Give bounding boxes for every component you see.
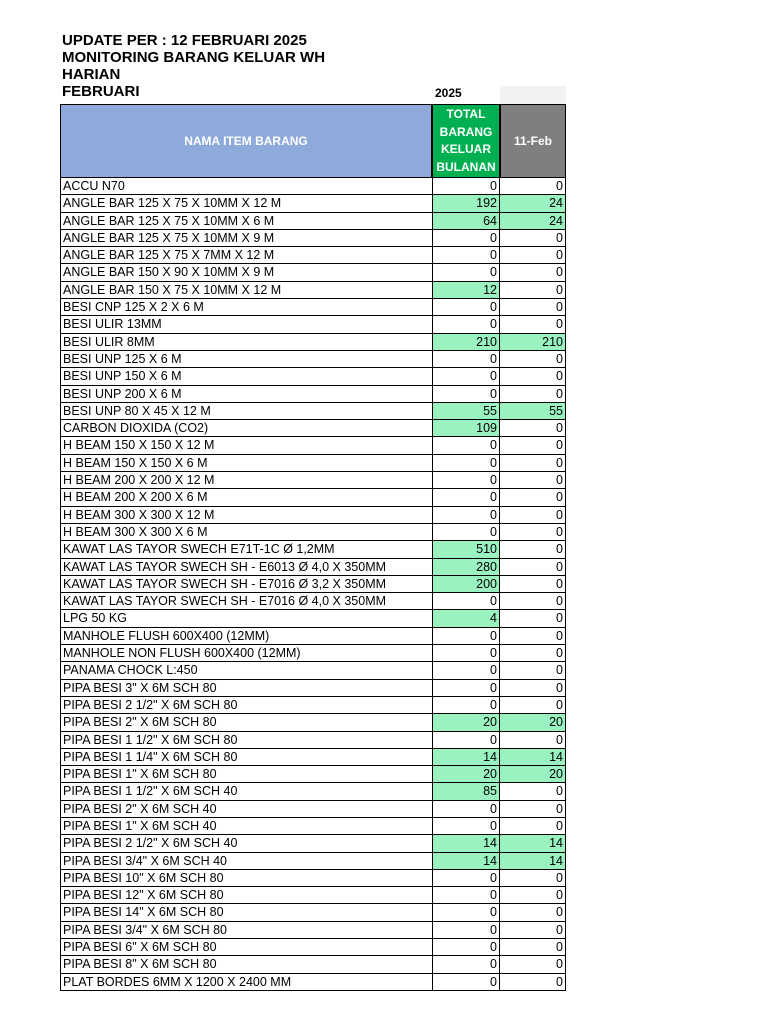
item-name-cell[interactable]: MANHOLE NON FLUSH 600X400 (12MM) xyxy=(60,645,432,661)
year-label: 2025 xyxy=(435,86,462,100)
monthly-total-cell[interactable]: 20 xyxy=(432,714,500,730)
column-header-item-name[interactable] xyxy=(60,104,432,178)
table-row[interactable] xyxy=(60,264,566,281)
table-row[interactable] xyxy=(60,732,566,749)
monthly-total-cell[interactable]: 0 xyxy=(432,801,500,817)
item-name-cell[interactable]: H BEAM 200 X 200 X 12 M xyxy=(60,472,432,488)
monthly-total-cell[interactable]: 0 xyxy=(432,489,500,505)
monthly-total-cell[interactable]: 0 xyxy=(432,472,500,488)
monthly-total-cell[interactable]: 0 xyxy=(432,662,500,678)
daily-value-cell[interactable]: 0 xyxy=(500,922,566,938)
table-row[interactable] xyxy=(60,766,566,783)
daily-value-cell[interactable]: 0 xyxy=(500,576,566,592)
daily-value-cell[interactable]: 0 xyxy=(500,386,566,402)
table-row[interactable] xyxy=(60,455,566,472)
daily-value-cell[interactable]: 0 xyxy=(500,645,566,661)
item-name-cell[interactable]: PANAMA CHOCK L:450 xyxy=(60,662,432,678)
table-row[interactable] xyxy=(60,853,566,870)
daily-value-cell[interactable]: 0 xyxy=(500,282,566,298)
table-row[interactable] xyxy=(60,386,566,403)
table-row[interactable] xyxy=(60,507,566,524)
item-name-cell[interactable]: PIPA BESI 1" X 6M SCH 40 xyxy=(60,818,432,834)
daily-value-cell[interactable]: 0 xyxy=(500,541,566,557)
item-name-cell[interactable]: ANGLE BAR 150 X 90 X 10MM X 9 M xyxy=(60,264,432,280)
daily-value-cell[interactable]: 0 xyxy=(500,662,566,678)
table-row[interactable] xyxy=(60,437,566,454)
daily-value-cell[interactable]: 20 xyxy=(500,766,566,782)
item-name-cell[interactable]: H BEAM 200 X 200 X 6 M xyxy=(60,489,432,505)
header-line: BULANAN xyxy=(436,159,496,174)
monthly-total-cell[interactable]: 55 xyxy=(432,403,500,419)
table-row[interactable] xyxy=(60,956,566,973)
item-name-cell[interactable]: PIPA BESI 1 1/2" X 6M SCH 80 xyxy=(60,732,432,748)
daily-value-cell[interactable]: 14 xyxy=(500,749,566,765)
daily-value-cell[interactable]: 0 xyxy=(500,559,566,575)
monthly-total-cell[interactable]: 510 xyxy=(432,541,500,557)
monthly-total-cell[interactable]: 0 xyxy=(432,974,500,990)
table-row[interactable] xyxy=(60,247,566,264)
item-name-cell[interactable]: BESI UNP 150 X 6 M xyxy=(60,368,432,384)
table-row[interactable] xyxy=(60,420,566,437)
item-name-cell[interactable]: ACCU N70 xyxy=(60,178,432,194)
monthly-total-cell[interactable]: 4 xyxy=(432,610,500,626)
table-row[interactable] xyxy=(60,697,566,714)
monthly-total-cell[interactable]: 0 xyxy=(432,386,500,402)
monthly-total-cell[interactable]: 0 xyxy=(432,264,500,280)
monthly-total-cell[interactable]: 0 xyxy=(432,870,500,886)
item-name-cell[interactable]: KAWAT LAS TAYOR SWECH SH - E7016 Ø 3,2 X 350MM xyxy=(60,576,432,592)
item-name-cell[interactable]: PIPA BESI 1 1/2" X 6M SCH 40 xyxy=(60,783,432,799)
monthly-total-cell[interactable]: 0 xyxy=(432,922,500,938)
item-name-cell[interactable]: CARBON DIOXIDA (CO2) xyxy=(60,420,432,436)
table-row[interactable] xyxy=(60,524,566,541)
daily-value-cell[interactable]: 0 xyxy=(500,956,566,972)
monthly-total-cell[interactable]: 0 xyxy=(432,368,500,384)
table-row[interactable] xyxy=(60,541,566,558)
item-name-cell[interactable]: PLAT BORDES 6MM X 1200 X 2400 MM xyxy=(60,974,432,990)
table-row[interactable] xyxy=(60,714,566,731)
daily-value-cell[interactable]: 0 xyxy=(500,818,566,834)
item-name-cell[interactable]: PIPA BESI 1 1/4" X 6M SCH 80 xyxy=(60,749,432,765)
monthly-total-cell[interactable]: 0 xyxy=(432,645,500,661)
monthly-total-cell[interactable]: 210 xyxy=(432,334,500,350)
monthly-total-cell[interactable]: 64 xyxy=(432,213,500,229)
daily-value-cell[interactable]: 0 xyxy=(500,420,566,436)
item-name-cell[interactable]: PIPA BESI 14" X 6M SCH 80 xyxy=(60,904,432,920)
monthly-total-cell[interactable]: 0 xyxy=(432,247,500,263)
monthly-total-cell[interactable]: 0 xyxy=(432,351,500,367)
update-date-title: UPDATE PER : 12 FEBRUARI 2025 xyxy=(62,32,307,49)
monthly-total-cell[interactable]: 20 xyxy=(432,766,500,782)
item-name-cell[interactable]: ANGLE BAR 125 X 75 X 10MM X 6 M xyxy=(60,213,432,229)
item-name-cell[interactable]: PIPA BESI 2 1/2" X 6M SCH 40 xyxy=(60,835,432,851)
table-row[interactable] xyxy=(60,299,566,316)
table-row[interactable] xyxy=(60,870,566,887)
table-row[interactable] xyxy=(60,974,566,991)
monthly-total-cell[interactable]: 0 xyxy=(432,507,500,523)
table-row[interactable] xyxy=(60,939,566,956)
monthly-total-cell[interactable]: 14 xyxy=(432,749,500,765)
monthly-total-cell[interactable]: 0 xyxy=(432,680,500,696)
table-row[interactable] xyxy=(60,593,566,610)
header-line: TOTAL xyxy=(446,107,486,121)
item-name-cell[interactable]: ANGLE BAR 125 X 75 X 10MM X 12 M xyxy=(60,195,432,211)
monthly-total-cell[interactable]: 200 xyxy=(432,576,500,592)
table-row[interactable] xyxy=(60,351,566,368)
daily-value-cell[interactable]: 0 xyxy=(500,247,566,263)
column-header-item-name-label: NAMA ITEM BARANG xyxy=(184,134,308,148)
monthly-total-cell[interactable]: 0 xyxy=(432,732,500,748)
daily-value-cell[interactable]: 0 xyxy=(500,316,566,332)
monthly-total-cell[interactable]: 0 xyxy=(432,904,500,920)
daily-value-cell[interactable]: 0 xyxy=(500,939,566,955)
table-body xyxy=(60,178,566,991)
monthly-total-cell[interactable]: 85 xyxy=(432,783,500,799)
daily-value-cell[interactable]: 0 xyxy=(500,801,566,817)
item-name-cell[interactable]: KAWAT LAS TAYOR SWECH E71T-1C Ø 1,2MM xyxy=(60,541,432,557)
item-name-cell[interactable]: PIPA BESI 2 1/2" X 6M SCH 80 xyxy=(60,697,432,713)
monthly-total-cell[interactable]: 0 xyxy=(432,956,500,972)
monthly-total-cell[interactable]: 0 xyxy=(432,316,500,332)
daily-value-cell[interactable]: 210 xyxy=(500,334,566,350)
daily-value-cell[interactable]: 55 xyxy=(500,403,566,419)
column-header-monthly-total-label xyxy=(436,106,495,176)
monthly-total-cell[interactable]: 109 xyxy=(432,420,500,436)
daily-value-cell[interactable]: 0 xyxy=(500,732,566,748)
daily-value-cell[interactable]: 0 xyxy=(500,974,566,990)
daily-value-cell[interactable]: 0 xyxy=(500,524,566,540)
item-name-cell[interactable]: BESI UNP 200 X 6 M xyxy=(60,386,432,402)
table-row[interactable] xyxy=(60,178,566,195)
item-name-cell[interactable]: H BEAM 150 X 150 X 12 M xyxy=(60,437,432,453)
daily-value-cell[interactable]: 0 xyxy=(500,610,566,626)
daily-value-cell[interactable]: 14 xyxy=(500,835,566,851)
table-row[interactable] xyxy=(60,230,566,247)
daily-value-cell[interactable]: 0 xyxy=(500,264,566,280)
table-row[interactable] xyxy=(60,316,566,333)
table-row[interactable] xyxy=(60,645,566,662)
item-name-cell[interactable]: KAWAT LAS TAYOR SWECH SH - E7016 Ø 4,0 X 350MM xyxy=(60,593,432,609)
item-name-cell[interactable]: PIPA BESI 1" X 6M SCH 80 xyxy=(60,766,432,782)
monthly-total-cell[interactable]: 0 xyxy=(432,437,500,453)
daily-value-cell[interactable]: 0 xyxy=(500,437,566,453)
daily-value-cell[interactable]: 0 xyxy=(500,368,566,384)
table-row[interactable] xyxy=(60,662,566,679)
report-frequency: HARIAN xyxy=(62,66,121,83)
monthly-total-cell[interactable]: 14 xyxy=(432,853,500,869)
table-row[interactable] xyxy=(60,680,566,697)
daily-value-cell[interactable]: 0 xyxy=(500,593,566,609)
report-month: FEBRUARI xyxy=(62,83,140,100)
item-name-cell[interactable]: PIPA BESI 6" X 6M SCH 80 xyxy=(60,939,432,955)
daily-value-cell[interactable]: 0 xyxy=(500,783,566,799)
item-name-cell[interactable]: LPG 50 KG xyxy=(60,610,432,626)
table-row[interactable] xyxy=(60,887,566,904)
daily-value-cell[interactable]: 0 xyxy=(500,628,566,644)
item-name-cell[interactable]: ANGLE BAR 125 X 75 X 7MM X 12 M xyxy=(60,247,432,263)
table-row[interactable] xyxy=(60,576,566,593)
table-row[interactable] xyxy=(60,835,566,852)
daily-value-cell[interactable]: 24 xyxy=(500,195,566,211)
item-name-cell[interactable]: PIPA BESI 8" X 6M SCH 80 xyxy=(60,956,432,972)
table-row[interactable] xyxy=(60,801,566,818)
monthly-total-cell[interactable]: 0 xyxy=(432,887,500,903)
table-row[interactable] xyxy=(60,749,566,766)
table-row[interactable] xyxy=(60,334,566,351)
table-row[interactable] xyxy=(60,783,566,800)
table-row[interactable] xyxy=(60,610,566,627)
table-row[interactable] xyxy=(60,195,566,212)
monthly-total-cell[interactable]: 0 xyxy=(432,628,500,644)
monthly-total-cell[interactable]: 0 xyxy=(432,697,500,713)
header-line: BARANG xyxy=(439,124,493,139)
item-name-cell[interactable]: ANGLE BAR 125 X 75 X 10MM X 9 M xyxy=(60,230,432,246)
item-name-cell[interactable]: BESI UNP 125 X 6 M xyxy=(60,351,432,367)
daily-value-cell[interactable]: 0 xyxy=(500,455,566,471)
table-row[interactable] xyxy=(60,368,566,385)
item-name-cell[interactable]: PIPA BESI 12" X 6M SCH 80 xyxy=(60,887,432,903)
item-name-cell[interactable]: PIPA BESI 3/4" X 6M SCH 40 xyxy=(60,853,432,869)
daily-value-cell[interactable]: 24 xyxy=(500,213,566,229)
monthly-total-cell[interactable]: 192 xyxy=(432,195,500,211)
monthly-total-cell[interactable]: 14 xyxy=(432,835,500,851)
item-name-cell[interactable]: PIPA BESI 3" X 6M SCH 80 xyxy=(60,680,432,696)
monthly-total-cell[interactable]: 0 xyxy=(432,818,500,834)
daily-value-cell[interactable]: 0 xyxy=(500,351,566,367)
monthly-total-cell[interactable]: 12 xyxy=(432,282,500,298)
table-row[interactable] xyxy=(60,403,566,420)
table-row[interactable] xyxy=(60,628,566,645)
monthly-total-cell[interactable]: 0 xyxy=(432,939,500,955)
item-name-cell[interactable]: KAWAT LAS TAYOR SWECH SH - E6013 Ø 4,0 X 350MM xyxy=(60,559,432,575)
empty-shaded-cell xyxy=(500,86,566,104)
daily-value-cell[interactable]: 0 xyxy=(500,489,566,505)
daily-value-cell[interactable]: 0 xyxy=(500,697,566,713)
table-row[interactable] xyxy=(60,818,566,835)
item-name-cell[interactable]: ANGLE BAR 150 X 75 X 10MM X 12 M xyxy=(60,282,432,298)
daily-value-cell[interactable]: 0 xyxy=(500,472,566,488)
daily-value-cell[interactable]: 0 xyxy=(500,507,566,523)
daily-value-cell[interactable]: 0 xyxy=(500,178,566,194)
item-name-cell[interactable]: PIPA BESI 3/4" X 6M SCH 80 xyxy=(60,922,432,938)
column-header-monthly-total[interactable] xyxy=(432,104,500,178)
table-row[interactable] xyxy=(60,922,566,939)
table-row[interactable] xyxy=(60,904,566,921)
item-name-cell[interactable]: H BEAM 300 X 300 X 6 M xyxy=(60,524,432,540)
item-name-cell[interactable]: BESI CNP 125 X 2 X 6 M xyxy=(60,299,432,315)
monthly-total-cell[interactable]: 0 xyxy=(432,178,500,194)
column-header-date-label: 11-Feb xyxy=(513,134,552,148)
daily-value-cell[interactable]: 0 xyxy=(500,680,566,696)
report-title-block xyxy=(62,32,442,100)
daily-value-cell[interactable]: 0 xyxy=(500,887,566,903)
item-name-cell[interactable]: PIPA BESI 2" X 6M SCH 80 xyxy=(60,714,432,730)
daily-value-cell[interactable]: 0 xyxy=(500,299,566,315)
monthly-total-cell[interactable]: 0 xyxy=(432,455,500,471)
table-row[interactable] xyxy=(60,489,566,506)
item-name-cell[interactable]: MANHOLE FLUSH 600X400 (12MM) xyxy=(60,628,432,644)
item-name-cell[interactable]: BESI ULIR 13MM xyxy=(60,316,432,332)
column-header-date[interactable] xyxy=(500,104,566,178)
item-name-cell[interactable]: PIPA BESI 10" X 6M SCH 80 xyxy=(60,870,432,886)
item-name-cell[interactable]: BESI ULIR 8MM xyxy=(60,334,432,350)
monthly-total-cell[interactable]: 0 xyxy=(432,524,500,540)
item-name-cell[interactable]: H BEAM 150 X 150 X 6 M xyxy=(60,455,432,471)
item-name-cell[interactable]: H BEAM 300 X 300 X 12 M xyxy=(60,507,432,523)
header-line: KELUAR xyxy=(440,142,491,156)
table-row[interactable] xyxy=(60,472,566,489)
report-title: MONITORING BARANG KELUAR WH xyxy=(62,49,326,66)
daily-value-cell[interactable]: 0 xyxy=(500,904,566,920)
monthly-total-cell[interactable]: 0 xyxy=(432,299,500,315)
monthly-total-cell[interactable]: 0 xyxy=(432,230,500,246)
table-row[interactable] xyxy=(60,213,566,230)
daily-value-cell[interactable]: 0 xyxy=(500,230,566,246)
item-name-cell[interactable]: BESI UNP 80 X 45 X 12 M xyxy=(60,403,432,419)
monthly-total-cell[interactable]: 280 xyxy=(432,559,500,575)
item-name-cell[interactable]: PIPA BESI 2" X 6M SCH 40 xyxy=(60,801,432,817)
daily-value-cell[interactable]: 0 xyxy=(500,870,566,886)
daily-value-cell[interactable]: 14 xyxy=(500,853,566,869)
table-row[interactable] xyxy=(60,282,566,299)
daily-value-cell[interactable]: 20 xyxy=(500,714,566,730)
table-row[interactable] xyxy=(60,559,566,576)
monthly-total-cell[interactable]: 0 xyxy=(432,593,500,609)
